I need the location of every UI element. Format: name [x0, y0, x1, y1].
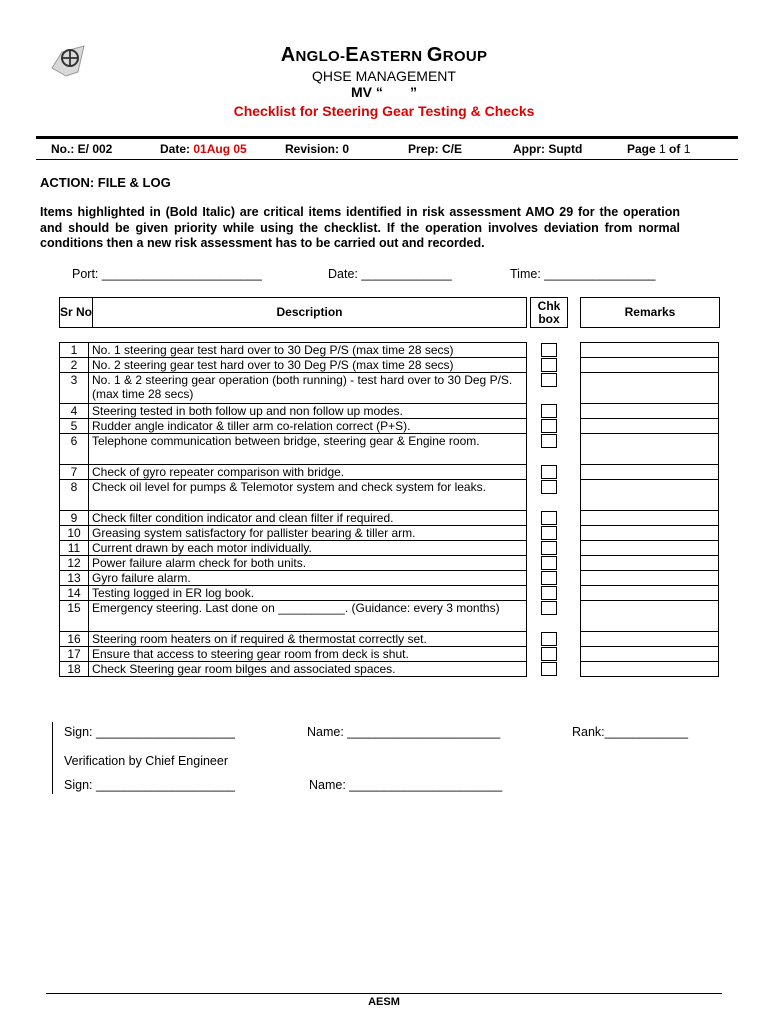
sign-field[interactable]: Sign: ____________________ [64, 725, 236, 739]
col-header-description: Description [92, 297, 527, 328]
remarks-row [581, 571, 719, 586]
remarks-row [581, 526, 719, 541]
row-description: Check Steering gear room bilges and associated spaces. [89, 662, 527, 677]
date-field[interactable]: Date: _____________ [328, 267, 452, 281]
header-rule [36, 136, 738, 139]
remarks-row [581, 419, 719, 434]
row-sr-no: 6 [60, 434, 89, 465]
row-description: Steering room heaters on if required & thermostat correctly set. [89, 632, 527, 647]
rank-field[interactable]: Rank:____________ [572, 725, 689, 739]
time-field[interactable]: Time: ________________ [510, 267, 656, 281]
row-checkbox[interactable] [541, 404, 557, 418]
remarks-row [581, 601, 719, 632]
checklist-table [59, 342, 527, 677]
remarks-cell[interactable] [581, 526, 719, 541]
remarks-table [580, 342, 719, 677]
row-checkbox[interactable] [541, 419, 557, 433]
row-checkbox[interactable] [541, 541, 557, 555]
row-description: Greasing system satisfactory for pallister bearing & tiller arm. [89, 526, 527, 541]
remarks-row [581, 434, 719, 465]
table-row [60, 586, 527, 601]
row-checkbox[interactable] [541, 358, 557, 372]
document-date: Date: 01Aug 05 [160, 142, 247, 156]
row-checkbox[interactable] [541, 586, 557, 600]
action-text: ACTION: FILE & LOG [40, 175, 171, 190]
table-row [60, 419, 527, 434]
row-description: Telephone communication between bridge, steering gear & Engine room. [89, 434, 527, 465]
table-row [60, 632, 527, 647]
col-header-chk-box: Chk box [530, 297, 568, 328]
document-number: No.: E/ 002 [51, 142, 113, 156]
row-checkbox[interactable] [541, 647, 557, 661]
row-sr-no: 10 [60, 526, 89, 541]
signoff-margin-line [52, 722, 53, 794]
remarks-row [581, 556, 719, 571]
table-row [60, 571, 527, 586]
port-field[interactable]: Port: _______________________ [72, 267, 262, 281]
row-checkbox[interactable] [541, 480, 557, 494]
table-row [60, 541, 527, 556]
row-checkbox[interactable] [541, 343, 557, 357]
row-checkbox[interactable] [541, 434, 557, 448]
document-date-value: 01Aug 05 [193, 142, 247, 156]
remarks-cell[interactable] [581, 556, 719, 571]
chief-engineer-name-field[interactable]: Name: ______________________ [309, 778, 503, 792]
table-row [60, 662, 527, 677]
row-sr-no: 1 [60, 343, 89, 358]
row-description: Ensure that access to steering gear room from deck is shut. [89, 647, 527, 662]
row-sr-no: 11 [60, 541, 89, 556]
row-checkbox[interactable] [541, 632, 557, 646]
approved-by: Appr: Suptd [513, 142, 583, 156]
document-revision: Revision: 0 [285, 142, 350, 156]
row-description: Emergency steering. Last done on __________. (Guidance: every 3 months) [89, 601, 527, 632]
remarks-row [581, 343, 719, 358]
name-field[interactable]: Name: ______________________ [307, 725, 501, 739]
table-row [60, 647, 527, 662]
remarks-cell[interactable] [581, 601, 719, 632]
prepared-by: Prep: C/E [408, 142, 463, 156]
remarks-cell[interactable] [581, 647, 719, 662]
row-checkbox[interactable] [541, 526, 557, 540]
row-checkbox[interactable] [541, 571, 557, 585]
company-name: ANGLO-EASTERN GROUP [280, 44, 488, 66]
remarks-cell[interactable] [581, 434, 719, 465]
row-sr-no: 12 [60, 556, 89, 571]
remarks-row [581, 465, 719, 480]
remarks-row [581, 373, 719, 404]
row-sr-no: 18 [60, 662, 89, 677]
row-checkbox[interactable] [541, 601, 557, 615]
row-sr-no: 14 [60, 586, 89, 601]
row-checkbox[interactable] [541, 511, 557, 525]
row-description: Check of gyro repeater comparison with bridge. [89, 465, 527, 480]
row-description: No. 1 & 2 steering gear operation (both running) - test hard over to 30 Deg P/S. (max time 28 secs) [89, 373, 527, 404]
col-header-remarks: Remarks [580, 297, 720, 328]
table-row [60, 511, 527, 526]
table-row [60, 526, 527, 541]
page-number: Page 1 of 1 [627, 142, 691, 156]
remarks-row [581, 632, 719, 647]
row-description: Rudder angle indicator & tiller arm co-relation correct (P+S). [89, 419, 527, 434]
row-sr-no: 5 [60, 419, 89, 434]
row-sr-no: 3 [60, 373, 89, 404]
remarks-cell[interactable] [581, 586, 719, 601]
row-sr-no: 9 [60, 511, 89, 526]
remarks-cell[interactable] [581, 541, 719, 556]
row-sr-no: 17 [60, 647, 89, 662]
row-description: Power failure alarm check for both units. [89, 556, 527, 571]
row-sr-no: 7 [60, 465, 89, 480]
remarks-cell[interactable] [581, 343, 719, 358]
table-row [60, 373, 527, 404]
table-row [60, 480, 527, 511]
row-sr-no: 8 [60, 480, 89, 511]
table-row [60, 601, 527, 632]
row-description: Steering tested in both follow up and non follow up modes. [89, 404, 527, 419]
row-checkbox[interactable] [541, 662, 557, 676]
remarks-row [581, 662, 719, 677]
critical-items-note: Items highlighted in (Bold Italic) are critical items identified in risk assessment AMO 29 for the operation and should be given priority while using the checklist. If the operation involves deviation from normal conditions then a new risk assessment has to be carried out and recorded. [40, 205, 680, 250]
row-sr-no: 15 [60, 601, 89, 632]
row-description: Gyro failure alarm. [89, 571, 527, 586]
row-description: Testing logged in ER log book. [89, 586, 527, 601]
table-row [60, 556, 527, 571]
remarks-cell[interactable] [581, 358, 719, 373]
verification-label: Verification by Chief Engineer [64, 754, 228, 768]
footer-text: AESM [368, 996, 400, 1008]
table-row [60, 343, 527, 358]
col-header-sr-no: Sr No [59, 297, 93, 328]
remarks-cell[interactable] [581, 373, 719, 404]
row-description: Check oil level for pumps & Telemotor system and check system for leaks. [89, 480, 527, 511]
row-sr-no: 2 [60, 358, 89, 373]
row-description: Check filter condition indicator and clean filter if required. [89, 511, 527, 526]
table-row [60, 358, 527, 373]
row-description: No. 1 steering gear test hard over to 30 Deg P/S (max time 28 secs) [89, 343, 527, 358]
row-description: No. 2 steering gear test hard over to 30 Deg P/S (max time 28 secs) [89, 358, 527, 373]
row-sr-no: 4 [60, 404, 89, 419]
remarks-row [581, 586, 719, 601]
row-sr-no: 13 [60, 571, 89, 586]
remarks-cell[interactable] [581, 465, 719, 480]
checklist-title: Checklist for Steering Gear Testing & Checks [233, 103, 535, 119]
row-checkbox[interactable] [541, 373, 557, 387]
remarks-row [581, 647, 719, 662]
row-description: Current drawn by each motor individually. [89, 541, 527, 556]
remarks-row [581, 404, 719, 419]
remarks-cell[interactable] [581, 480, 719, 511]
remarks-cell[interactable] [581, 662, 719, 677]
vessel-name: MV “ ” [350, 84, 418, 100]
remarks-row [581, 358, 719, 373]
chief-engineer-sign-field[interactable]: Sign: ____________________ [64, 778, 236, 792]
table-row [60, 434, 527, 465]
table-row [60, 404, 527, 419]
meta-rule [36, 159, 738, 160]
remarks-cell[interactable] [581, 511, 719, 526]
footer-rule [46, 993, 722, 994]
remarks-cell[interactable] [581, 632, 719, 647]
row-checkbox[interactable] [541, 465, 557, 479]
remarks-cell[interactable] [581, 571, 719, 586]
remarks-cell[interactable] [581, 419, 719, 434]
table-row [60, 465, 527, 480]
row-checkbox[interactable] [541, 556, 557, 570]
remarks-cell[interactable] [581, 404, 719, 419]
remarks-row [581, 511, 719, 526]
department-title: QHSE MANAGEMENT [312, 68, 456, 84]
remarks-row [581, 480, 719, 511]
row-sr-no: 16 [60, 632, 89, 647]
remarks-row [581, 541, 719, 556]
